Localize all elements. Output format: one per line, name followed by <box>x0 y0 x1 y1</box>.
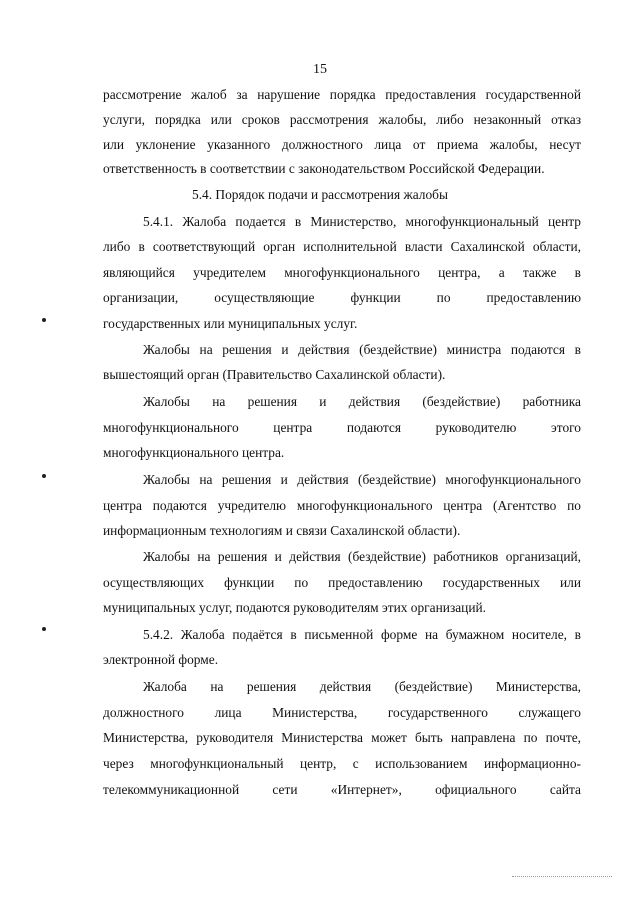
text-line: государственных или муниципальных услуг. <box>103 316 358 331</box>
section-heading: 5.4. Порядок подачи и рассмотрения жалобы <box>192 187 448 202</box>
text-line: муниципальных услуг, подаются руководителям этих организаций. <box>103 600 487 615</box>
text-line: или уклонение указанного должностного лица от приема жалобы, несут <box>103 137 581 152</box>
binding-hole-mark <box>42 627 46 631</box>
text-line: Министерства, руководителя Министерства может быть направлена по почте, <box>103 730 581 745</box>
text-line: вышестоящий орган (Правительство Сахалинской области). <box>103 367 446 382</box>
text-line: телекоммуникационной сети «Интернет», официального сайта <box>103 782 581 797</box>
text-line: являющийся учредителем многофункционального центра, а также в <box>103 265 581 280</box>
text-line: Жалобы на решения и действия (бездействие) министра подаются в <box>143 342 581 357</box>
text-line: Жалобы на решения и действия (бездействие) работников организаций, <box>143 549 581 564</box>
text-line: Жалобы на решения и действия (бездействие) многофункционального <box>143 472 581 487</box>
text-line: многофункционального центра подаются руководителю этого <box>103 420 581 435</box>
text-line: услуги, порядка или сроков рассмотрения жалобы, либо незаконный отказ <box>103 112 581 127</box>
text-line: осуществляющих функции по предоставлению государственных или <box>103 575 581 590</box>
scan-artifact-line <box>512 876 612 877</box>
text-line: должностного лица Министерства, государственного служащего <box>103 705 581 720</box>
text-line: рассмотрение жалоб за нарушение порядка предоставления государственной <box>103 87 581 102</box>
binding-hole-mark <box>42 318 46 322</box>
text-line: информационным технологиям и связи Сахалинской области). <box>103 523 461 538</box>
text-line: многофункционального центра. <box>103 445 285 460</box>
text-line: электронной форме. <box>103 652 219 667</box>
text-line: либо в соответствующий орган исполнительной власти Сахалинской области, <box>103 239 581 254</box>
text-line: Жалобы на решения и действия (бездействие) работника <box>143 394 581 409</box>
binding-hole-mark <box>42 474 46 478</box>
text-line: через многофункциональный центр, с использованием информационно- <box>103 756 581 771</box>
text-line: центра подаются учредителю многофункционального центра (Агентство по <box>103 498 581 513</box>
text-line: 5.4.1. Жалоба подается в Министерство, многофункциональный центр <box>143 214 581 229</box>
text-line: Жалоба на решения действия (бездействие) Министерства, <box>143 679 581 694</box>
text-line: 5.4.2. Жалоба подаётся в письменной форме на бумажном носителе, в <box>143 627 581 642</box>
text-line: организации, осуществляющие функции по предоставлению <box>103 290 581 305</box>
page-number: 15 <box>313 62 327 77</box>
text-line: ответственность в соответствии с законодательством Российской Федерации. <box>103 161 545 176</box>
